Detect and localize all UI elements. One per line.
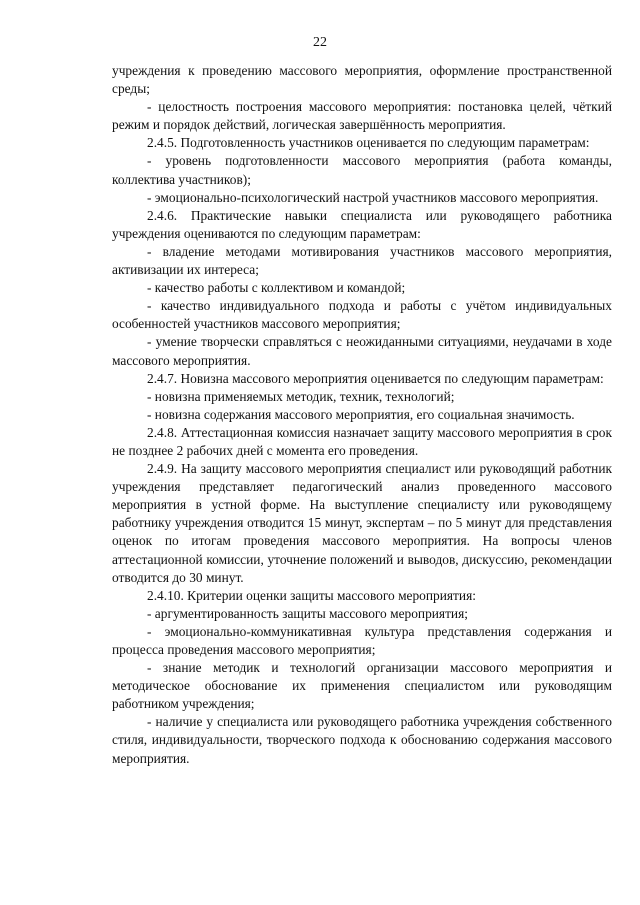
paragraph-9: - качество индивидуального подхода и работы с учётом индивидуальных особенностей участников массового мероприятия; xyxy=(112,298,612,332)
paragraph-16: 2.4.10. Критерии оценки защиты массового мероприятия: xyxy=(147,587,476,603)
paragraph-1: учреждения к проведению массового мероприятия, оформление пространственной среды; xyxy=(112,63,612,97)
paragraph-13: - новизна содержания массового мероприятия, его социальная значимость. xyxy=(147,406,575,422)
paragraph-15: 2.4.9. На защиту массового мероприятия специалист или руководящий работник учреждения представляет педагогический анализ проведенного массового мероприятия в устной форме. На выступление специалисту или руководящему работнику учреждения отводится 15 минут, экспертам – по 5 минут для представления оценок по итогам проведения массового мероприятия. На вопросы членов аттестационной комиссии, уточнение положений и выводов, дискуссию, рекомендации отводится до 30 минут. xyxy=(112,461,612,585)
paragraph-3: 2.4.5. Подготовленность участников оценивается по следующим параметрам: xyxy=(147,135,590,151)
paragraph-4: - уровень подготовленности массового мероприятия (работа команды, коллектива участников); xyxy=(112,153,612,187)
paragraph-12: - новизна применяемых методик, техник, технологий; xyxy=(147,388,455,404)
paragraph-18: - эмоционально-коммуникативная культура представления содержания и процесса проведения массового мероприятия; xyxy=(112,623,612,657)
paragraph-2: - целостность построения массового мероприятия: постановка целей, чёткий режим и порядок действий, логическая завершённость мероприятия. xyxy=(112,99,612,133)
paragraph-10: - умение творчески справляться с неожиданными ситуациями, неудачами в ходе массового мероприятия. xyxy=(112,334,612,368)
paragraph-20: - наличие у специалиста или руководящего работника учреждения собственного стиля, индивидуальности, творческого подхода к обоснованию содержания массового мероприятия. xyxy=(112,714,612,766)
paragraph-8: - качество работы с коллективом и командой; xyxy=(147,280,406,296)
paragraph-19: - знание методик и технологий организации массового мероприятия и методическое обоснование их применения специалистом или руководящим работником учреждения; xyxy=(112,660,612,712)
paragraph-14: 2.4.8. Аттестационная комиссия назначает защиту массового мероприятия в срок не позднее 2 рабочих дней с момента его проведения. xyxy=(112,424,612,458)
paragraph-5: - эмоционально-психологический настрой участников массового мероприятия. xyxy=(147,189,599,205)
paragraph-6: 2.4.6. Практические навыки специалиста или руководящего работника учреждения оцениваются по следующим параметрам: xyxy=(112,207,612,241)
paragraph-17: - аргументированность защиты массового мероприятия; xyxy=(147,605,468,621)
paragraph-11: 2.4.7. Новизна массового мероприятия оценивается по следующим параметрам: xyxy=(147,370,604,386)
document-body xyxy=(112,62,612,768)
page-number: 22 xyxy=(313,35,327,50)
paragraph-7: - владение методами мотивирования участников массового мероприятия, активизации их интереса; xyxy=(112,243,612,278)
